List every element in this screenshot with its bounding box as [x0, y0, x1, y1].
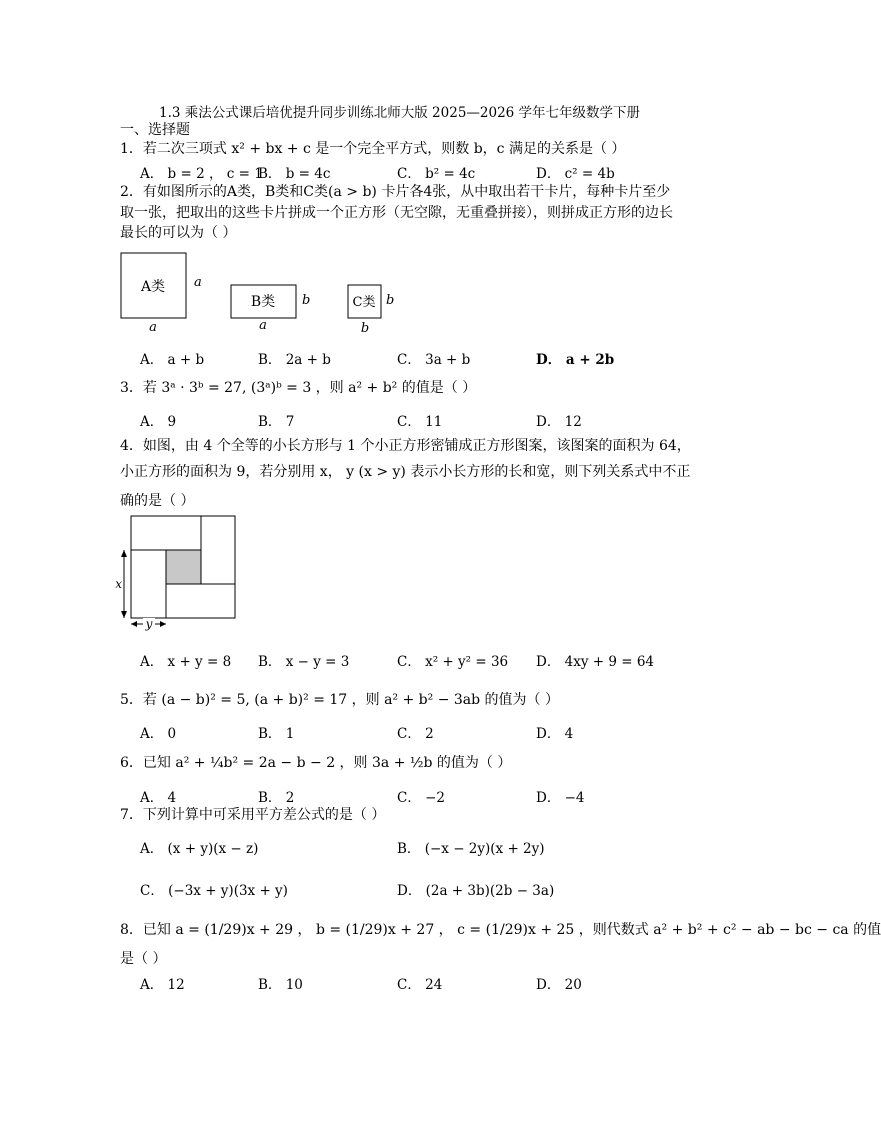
q7-option-a: A． (x + y)(x − z) [140, 841, 259, 857]
card-c-side-right: b [386, 293, 395, 308]
q8-option-b: B． 10 [258, 977, 303, 993]
q6-stem: 6．已知 a² + ¼b² = 2a − b − 2 ，则 3a + ½b 的值为（ ） [120, 755, 512, 771]
q2-option-d: D． a + 2b [536, 352, 615, 368]
card-c-label: C类 [352, 295, 376, 310]
card-a-label: A类 [140, 279, 166, 295]
card-a-side-right: a [194, 275, 202, 290]
q6-option-c: C． −2 [397, 790, 446, 806]
inner-square [166, 550, 201, 584]
q3-stem: 3．若 3ᵃ · 3ᵇ = 27, (3ᵃ)ᵇ = 3 ，则 a² + b² 的值是（ ） [120, 380, 477, 396]
card-b-label: B类 [250, 294, 276, 310]
q8-stem-line-1: 8．已知 a = (1/29)x + 29 ， b = (1/29)x + 27 ， c = (1/29)x + 25 ，则代数式 a² + b² + c² − ab − bc − ca 的值 [120, 922, 881, 938]
q4-option-b: B． x − y = 3 [258, 654, 350, 670]
card-a-side-bottom: a [149, 320, 157, 335]
q6-option-a: A． 4 [140, 790, 177, 806]
q2-stem-line-1: 2．有如图所示的A类，B类和C类(a > b) 卡片各4张，从中取出若干卡片，每种卡片至少 [120, 184, 671, 200]
q2-stem-line-2: 取一张，把取出的这些卡片拼成一个正方形（无空隙，无重叠拼接），则拼成正方形的边长 [120, 205, 673, 221]
y-label: y [145, 617, 153, 631]
card-b-side-right: b [302, 293, 311, 308]
q7-stem: 7．下列计算中可采用平方差公式的是（ ） [120, 807, 386, 823]
q3-option-b: B． 7 [258, 414, 295, 430]
section-heading: 一、选择题 [120, 122, 190, 138]
q6-option-b: B． 2 [258, 790, 295, 806]
q6-option-d: D． −4 [536, 790, 585, 806]
q4-stem-line-3: 确的是（ ） [120, 493, 195, 509]
page-title: 1.3 乘法公式课后培优提升同步训练北师大版 2025—2026 学年七年级数学下册 [159, 105, 641, 121]
q3-option-c: C． 11 [397, 414, 443, 430]
q1-option-d: D． c² = 4b [536, 166, 615, 182]
q7-option-b: B． (−x − 2y)(x + 2y) [397, 841, 545, 857]
card-b-side-bottom: a [259, 318, 267, 333]
q2-option-b: B． 2a + b [258, 352, 331, 368]
q1-stem: 1．若二次三项式 x² + bx + c 是一个完全平方式，则数 b，c 满足的关系是（ ） [120, 141, 626, 157]
q1-option-a: A． b = 2 ， c = 1 [140, 166, 263, 182]
q3-option-d: D． 12 [536, 414, 582, 430]
q5-option-a: A． 0 [140, 726, 177, 742]
q4-stem-line-2: 小正方形的面积为 9，若分别用 x， y (x > y) 表示小长方形的长和宽，则下列关系式中不正 [120, 464, 691, 480]
q5-option-d: D． 4 [536, 726, 574, 742]
q8-option-d: D． 20 [536, 977, 582, 993]
q4-option-a: A． x + y = 8 [140, 654, 232, 670]
q1-option-b: B． b = 4c [258, 166, 331, 182]
q4-option-d: D． 4xy + 9 = 64 [536, 654, 654, 670]
q4-square-figure [112, 512, 242, 634]
card-c-side-bottom: b [360, 321, 370, 336]
q2-cards-figure [115, 248, 405, 338]
x-label: x [115, 577, 122, 591]
q5-option-b: B． 1 [258, 726, 295, 742]
q8-stem-line-2: 是（ ） [120, 951, 167, 967]
q2-option-c: C． 3a + b [397, 352, 471, 368]
q8-option-c: C． 24 [397, 977, 443, 993]
q8-option-a: A． 12 [140, 977, 185, 993]
q1-option-c: C． b² = 4c [397, 166, 476, 182]
q4-stem-line-1: 4．如图，由 4 个全等的小长方形与 1 个小正方形密铺成正方形图案，该图案的面积为 64， [120, 438, 691, 454]
q7-option-d: D． (2a + 3b)(2b − 3a) [397, 883, 555, 899]
q5-option-c: C． 2 [397, 726, 434, 742]
q4-option-c: C． x² + y² = 36 [397, 654, 509, 670]
q5-stem: 5．若 (a − b)² = 5, (a + b)² = 17 ，则 a² + b² − 3ab 的值为（ ） [120, 692, 560, 708]
q3-option-a: A． 9 [140, 414, 177, 430]
q2-stem-line-3: 最长的可以为（ ） [120, 225, 237, 241]
q7-option-c: C． (−3x + y)(3x + y) [140, 883, 288, 899]
q2-option-a: A． a + b [140, 352, 205, 368]
